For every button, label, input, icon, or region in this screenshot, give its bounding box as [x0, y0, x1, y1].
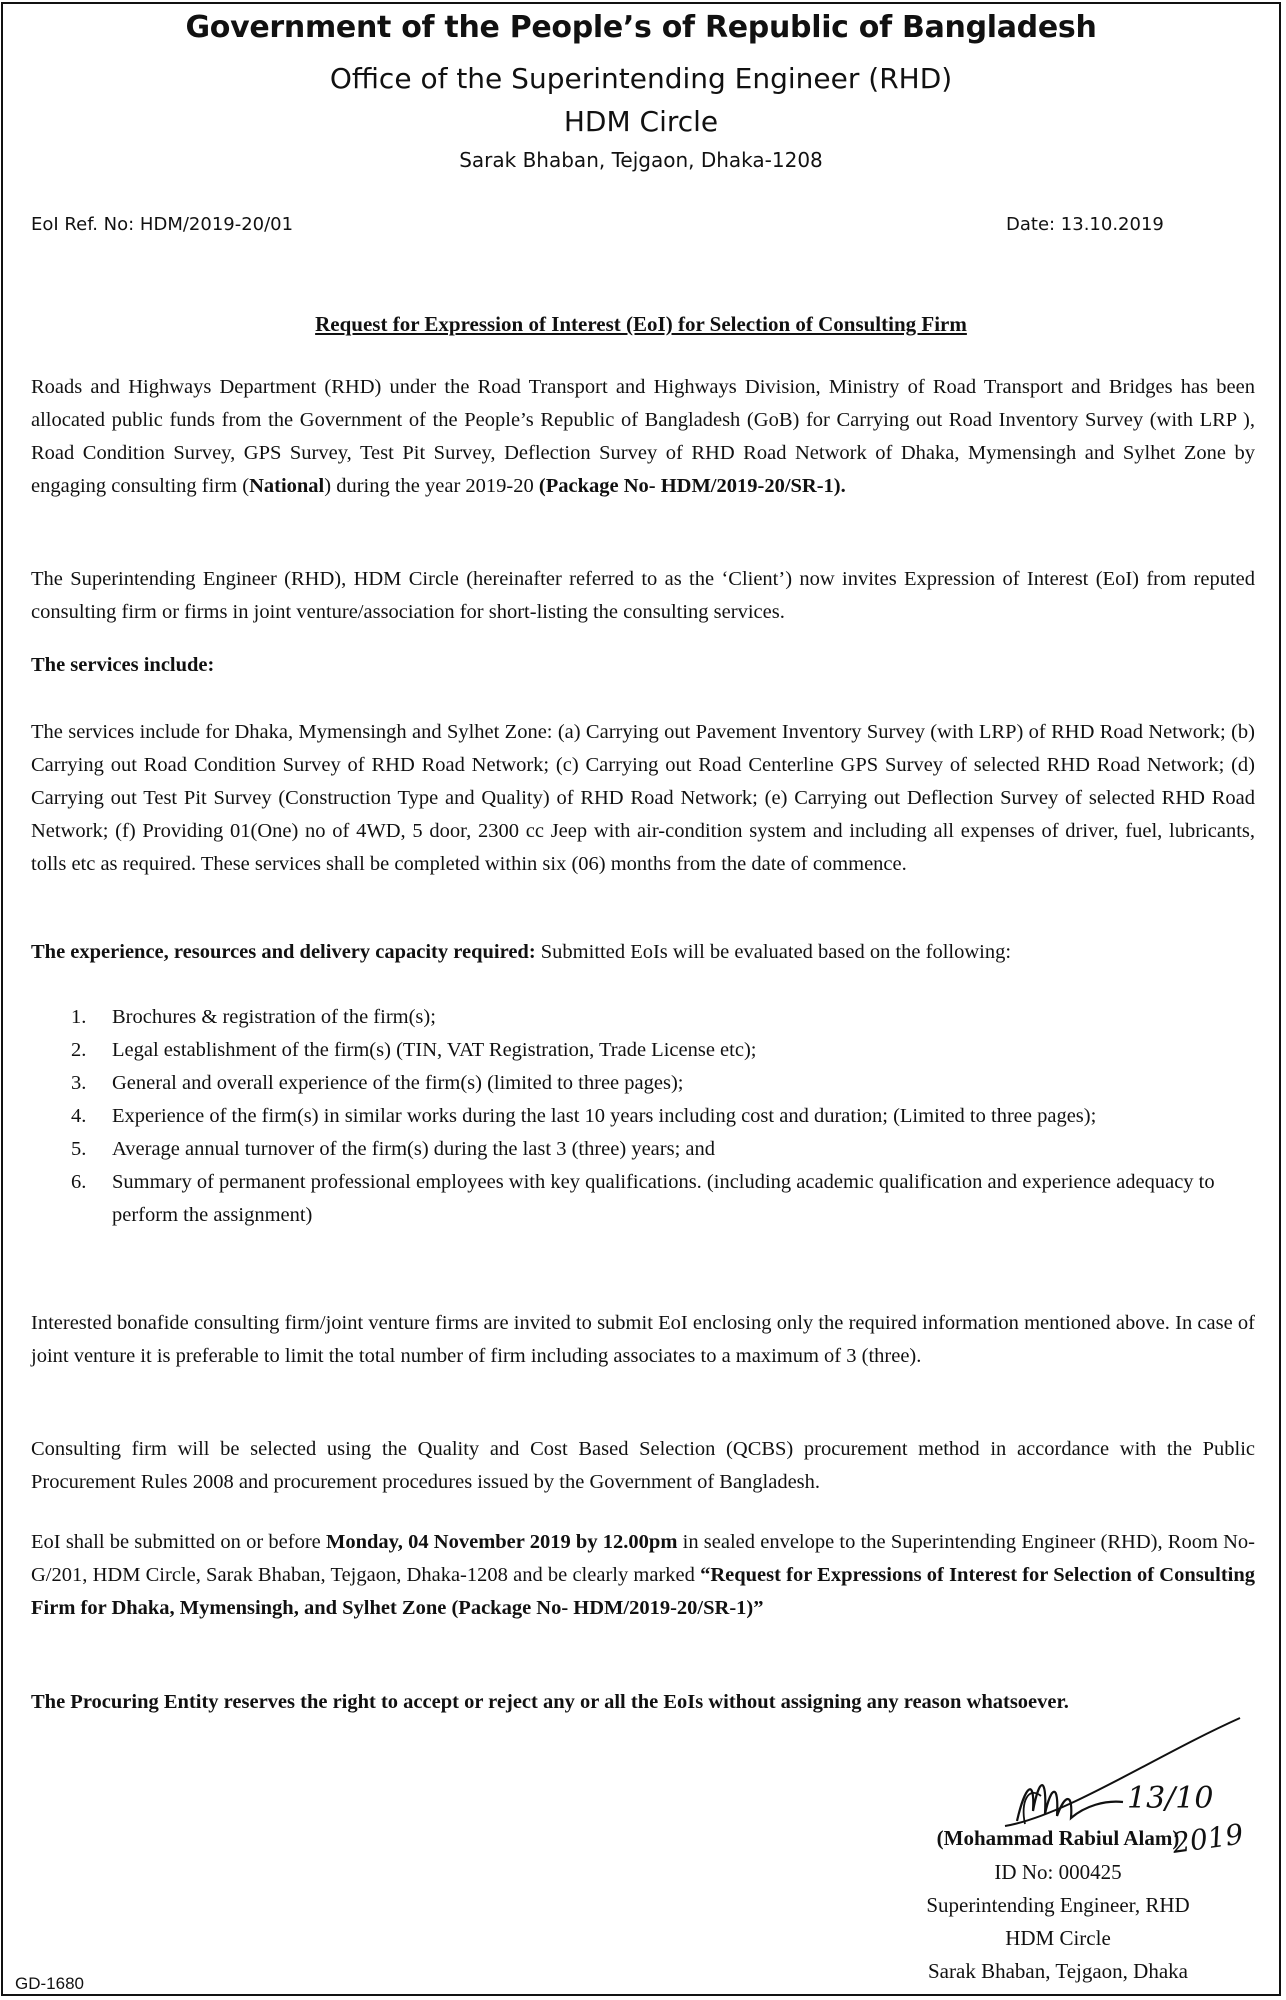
list-item: 5. Average annual turnover of the firm(s) during the last 3 (three) years; and [71, 1138, 715, 1160]
header-circle: HDM Circle [563, 105, 719, 138]
document-title: Request for Expression of Interest (EoI) for Selection of Consulting Firm [315, 312, 967, 336]
document-date: Date: 13.10.2019 [1006, 214, 1164, 235]
handwritten-date-signature: 13/10 [1127, 1781, 1214, 1816]
signatory-id: ID No: 000425 [994, 1860, 1122, 1884]
invitation-paragraph: The Superintending Engineer (RHD), HDM Circle (hereinafter referred to as the ‘Client’) now invites Expression of Interest (EoI) from reputed consulting firm or firms in joint venture/association for short-listing the consulting services. [31, 568, 1255, 623]
list-item: 6. Summary of permanent professional employees with key qualifications. (including academic qualification and experience adequacy to perform the assignment) [71, 1171, 1215, 1226]
list-item: 2. Legal establishment of the firm(s) (TIN, VAT Registration, Trade License etc); [71, 1039, 757, 1061]
submission-deadline: Monday, 04 November 2019 by 12.00pm [325, 1531, 678, 1553]
experience-paragraph [31, 936, 1255, 969]
signatory-office: HDM Circle [1005, 1926, 1111, 1950]
signatory-designation: Superintending Engineer, RHD [926, 1893, 1190, 1917]
header-address: Sarak Bhaban, Tejgaon, Dhaka-1208 [459, 148, 823, 172]
intro-text-a: Roads and Highways Department (RHD) under the Road Transport and Highways Division, Ministry of Road Transport and Bridges has been allocated public funds from the Government of the People’s Republic of Bangladesh (GoB) for Carrying out Road Inventory Survey (with LRP ), Road Condition Survey, GPS Survey, Test Pit Survey, Deflection Survey of RHD Road Network of Dhaka, Mymensingh and Sylhet Zone by engaging consulting firm ( [31, 376, 1255, 497]
intro-package: (Package No- HDM/2019-20/SR-1). [538, 475, 846, 497]
submission-text-b: in sealed envelope to the Superintending Engineer (RHD), Room No-G/201, HDM Circle, Sarak Bhaban, Tejgaon, Dhaka-1208 and be clearly marked [31, 1531, 1256, 1586]
experience-heading: The experience, resources and delivery capacity required: [31, 941, 536, 963]
intro-text-b: ) during the year 2019-20 [324, 475, 539, 497]
interested-firms-paragraph: Interested bonafide consulting firm/joint venture firms are invited to submit EoI enclosing only the required information mentioned above. In case of joint venture it is preferable to limit the total number of firm including associates to a maximum of 3 (three). [31, 1312, 1255, 1367]
handwritten-year: 2019 [1170, 1817, 1246, 1860]
submission-text-a: EoI shall be submitted on or before [31, 1531, 326, 1553]
submission-paragraph [31, 1526, 1255, 1625]
intro-national: National [249, 475, 325, 497]
reservation-statement: The Procuring Entity reserves the right to accept or reject any or all the EoIs without assigning any reason whatsoever. [31, 1691, 1069, 1713]
header-government: Government of the People’s of Republic of Bangladesh [185, 10, 1097, 45]
services-paragraph: The services include for Dhaka, Mymensingh and Sylhet Zone: (a) Carrying out Pavement Inventory Survey (with LRP) of RHD Road Network; (b) Carrying out Road Condition Survey of RHD Road Network; (c) Carrying out Road Centerline GPS Survey of selected RHD Road Network; (d) Carrying out Test Pit Survey (Construction Type and Quality) of RHD Road Network; (e) Carrying out Deflection Survey of selected RHD Road Network; (f) Providing 01(One) no of 4WD, 5 door, 2300 cc Jeep with air-condition system and including all expenses of driver, fuel, lubricants, tolls etc as required. These services shall be completed within six (06) months from the date of commence. [31, 721, 1255, 875]
list-item: 1. Brochures & registration of the firm(s); [71, 1006, 436, 1028]
list-item: 4. Experience of the firm(s) in similar works during the last 10 years including cost and duration; (Limited to three pages); [71, 1105, 1097, 1127]
intro-paragraph [31, 371, 1255, 503]
footer-code: GD-1680 [15, 1974, 84, 1993]
document-page [1, 2, 1281, 1996]
header-office: Office of the Superintending Engineer (RHD) [329, 62, 953, 95]
eoi-reference-number: EoI Ref. No: HDM/2019-20/01 [31, 214, 294, 235]
list-item: 3. General and overall experience of the firm(s) (limited to three pages); [71, 1072, 684, 1094]
services-heading: The services include: [31, 654, 215, 676]
experience-text: Submitted EoIs will be evaluated based on the following: [535, 941, 1012, 963]
criteria-list [31, 1001, 1255, 1232]
signatory-name: (Mohammad Rabiul Alam) [936, 1826, 1180, 1850]
qcbs-paragraph: Consulting firm will be selected using the Quality and Cost Based Selection (QCBS) procurement method in accordance with the Public Procurement Rules 2008 and procurement procedures issued by the Government of Bangladesh. [31, 1438, 1255, 1493]
signatory-address: Sarak Bhaban, Tejgaon, Dhaka [928, 1959, 1188, 1983]
submission-marking: “Request for Expressions of Interest for Selection of Consulting Firm for Dhaka, Mymensingh, and Sylhet Zone (Package No- HDM/2019-20/SR-1)” [31, 1564, 1255, 1619]
